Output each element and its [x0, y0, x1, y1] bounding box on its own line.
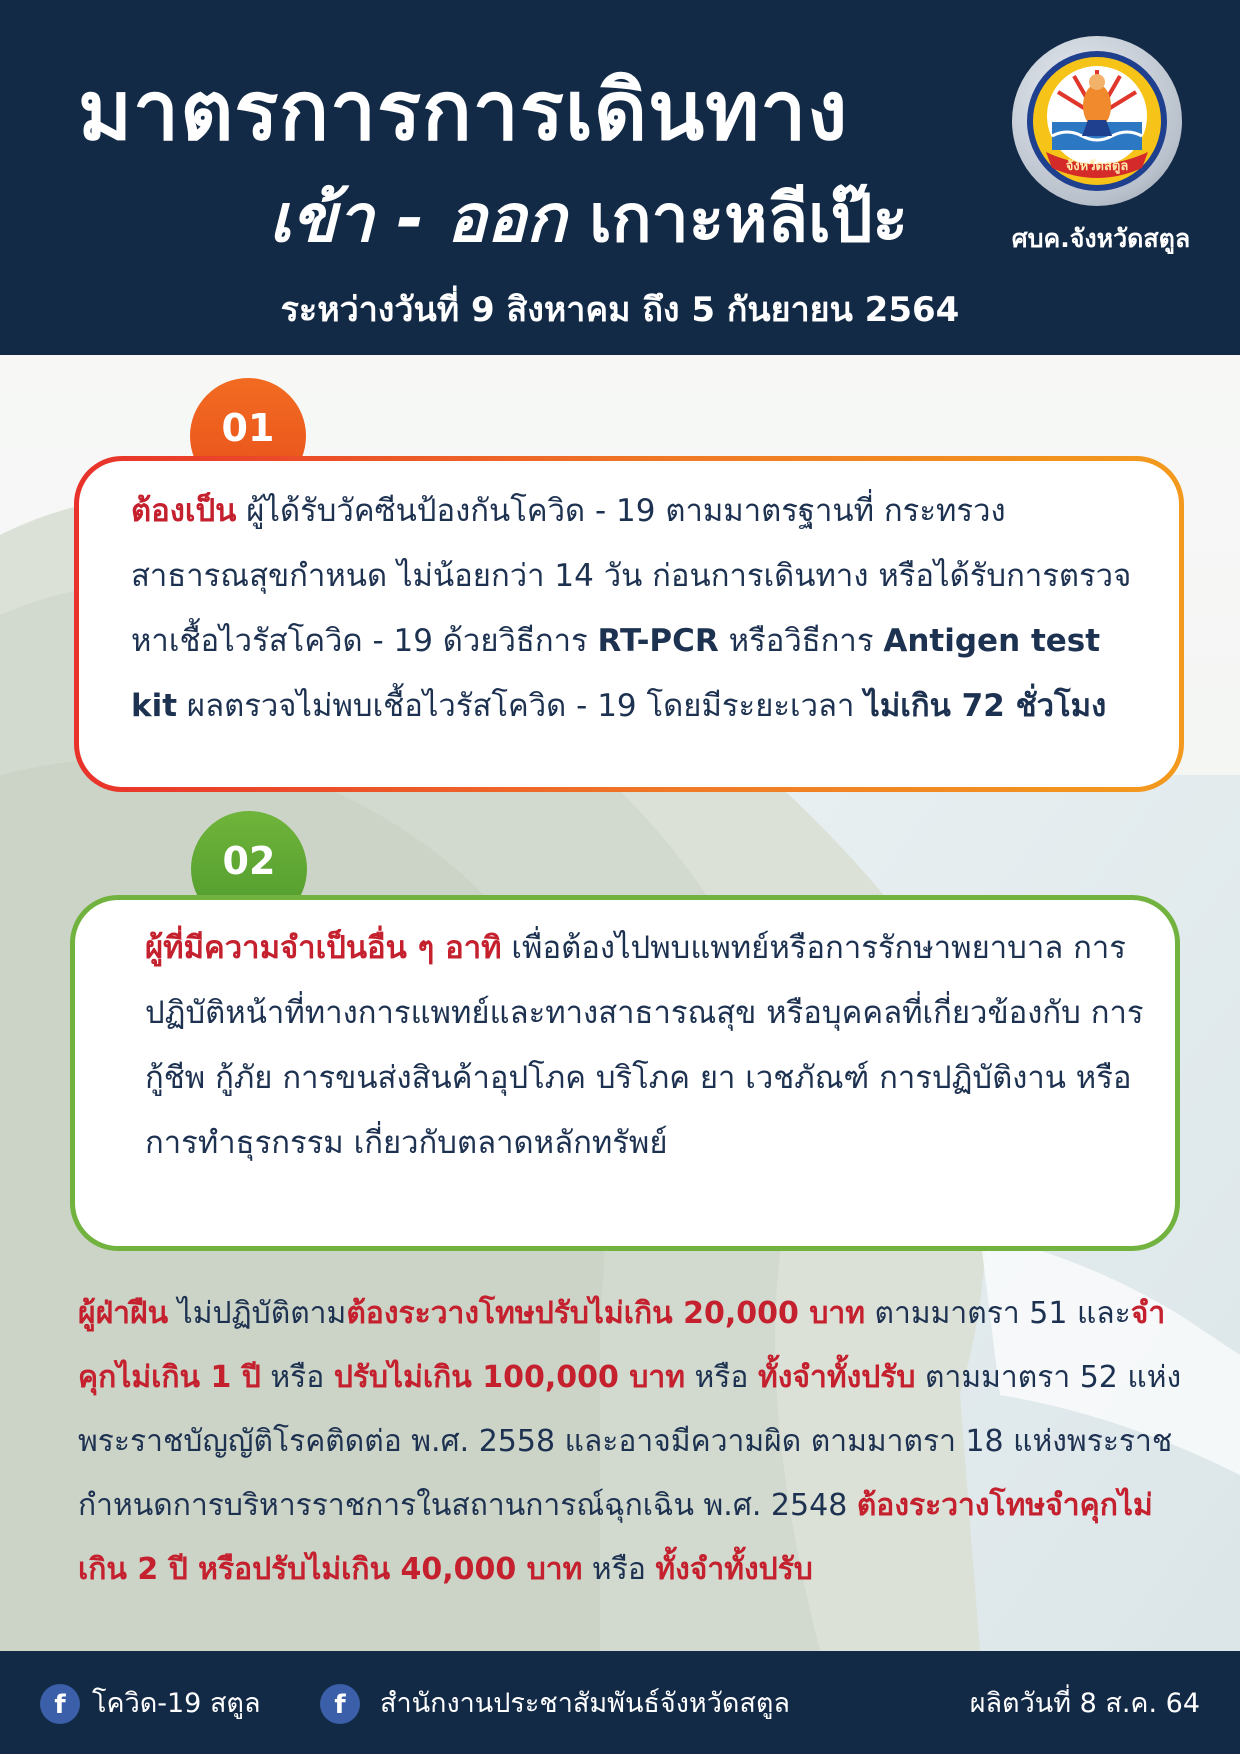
- production-date: ผลิตวันที่ 8 ส.ค. 64: [969, 1688, 1200, 1719]
- page-subtitle: [78, 176, 908, 262]
- penalty-text: ต้องระวางโทษปรับไม่เกิน 20,000 บาท: [346, 1296, 865, 1331]
- seal-emblem-icon: [1012, 36, 1182, 206]
- penalty-text: ผู้ฝ่าฝืน: [78, 1296, 169, 1331]
- exemption-body: เพื่อต้องไปพบแพทย์หรือการรักษาพยาบาล การปฏิบัติหน้าที่ทางการแพทย์และทางสาธารณสุข หรือบุคคลที่เกี่ยวข้องกับ การกู้ชีพ กู้ภัย การขนส่งสินค้าอุปโภค บริโภค ยา เวชภัณฑ์ การปฏิบัติงาน หรือการทำธุรกรรม เกี่ยวกับตลาดหลักทรัพย์: [145, 930, 1144, 1161]
- requirement-text: [131, 479, 1151, 739]
- item-number-badge: 02: [191, 811, 307, 927]
- exemption-text: [145, 916, 1155, 1176]
- facebook-icon: f: [40, 1684, 80, 1724]
- penalty-text: หรือ: [260, 1360, 334, 1395]
- requirement-card-exemptions: [70, 895, 1180, 1251]
- time-limit: ไม่เกิน 72 ชั่วโมง: [864, 688, 1107, 724]
- facebook-page-pr-office[interactable]: สำนักงานประชาสัมพันธ์จังหวัดสตูล: [380, 1688, 790, 1719]
- penalty-notice: [78, 1282, 1188, 1602]
- date-range: ระหว่างวันที่ 9 สิงหาคม ถึง 5 กันยายน 2564: [280, 290, 960, 330]
- penalty-text: ต้องระวางโทษจำคุกไม่เกิน 2 ปี หรือปรับไม่เกิน 40,000 บาท: [78, 1488, 1153, 1587]
- penalty-text: ปรับไม่เกิน 100,000 บาท: [333, 1360, 685, 1395]
- penalty-text: ทั้งจำทั้งปรับ: [655, 1552, 813, 1587]
- requirement-body: ผู้ได้รับวัคซีนป้องกันโควิด - 19 ตามมาตรฐานที่ กระทรวงสาธารณสุขกำหนด ไม่น้อยกว่า 14 วัน ก่อนการเดินทาง หรือได้รับการตรวจหาเชื้อไวรัสโควิด - 19 ด้วยวิธีการ: [131, 493, 1132, 659]
- province-seal-logo: [1012, 36, 1182, 206]
- subtitle-direction: เข้า - ออก: [268, 180, 567, 257]
- penalty-text: จำคุกไม่เกิน 1 ปี: [78, 1296, 1166, 1395]
- penalty-text: ไม่ปฏิบัติตาม: [168, 1296, 347, 1331]
- subtitle-place: เกาะหลีเป๊ะ: [566, 180, 908, 257]
- item-number-badge: 01: [190, 378, 306, 494]
- penalty-text: ตามมาตรา 51 และ: [865, 1296, 1131, 1331]
- requirement-card-vaccination: [74, 456, 1184, 792]
- exemption-lead: ผู้ที่มีความจำเป็นอื่น ๆ อาทิ: [145, 930, 502, 966]
- penalty-text: หรือ: [582, 1552, 656, 1587]
- penalty-text: หรือ: [685, 1360, 758, 1395]
- requirement-lead: ต้องเป็น: [131, 493, 237, 529]
- seal-ribbon-text: จังหวัดสตูล: [1065, 159, 1129, 174]
- test-method-antigen: Antigen test kit: [131, 623, 1101, 724]
- facebook-page-covid-satun[interactable]: โควิด-19 สตูล: [92, 1688, 261, 1719]
- page-title: มาตรการการเดินทาง: [78, 64, 849, 159]
- penalty-text: ตามมาตรา 52 แห่งพระราชบัญญัติโรคติดต่อ พ.ศ. 2558 และอาจมีความผิด ตามมาตรา 18 แห่งพระราชกำหนดการบริหารราชการในสถานการณ์ฉุกเฉิน พ.ศ. 2548: [78, 1360, 1182, 1523]
- seal-label: ศบค.จังหวัดสตูล: [1011, 224, 1191, 253]
- test-method-rtpcr: RT-PCR: [597, 623, 719, 659]
- penalty-text: ทั้งจำทั้งปรับ: [757, 1360, 916, 1395]
- requirement-body: ผลตรวจไม่พบเชื้อไวรัสโควิด - 19 โดยมีระยะเวลา: [177, 688, 865, 724]
- requirement-body: หรือวิธีการ: [718, 623, 884, 659]
- footer-bar: [0, 1651, 1240, 1754]
- facebook-icon: f: [320, 1684, 360, 1724]
